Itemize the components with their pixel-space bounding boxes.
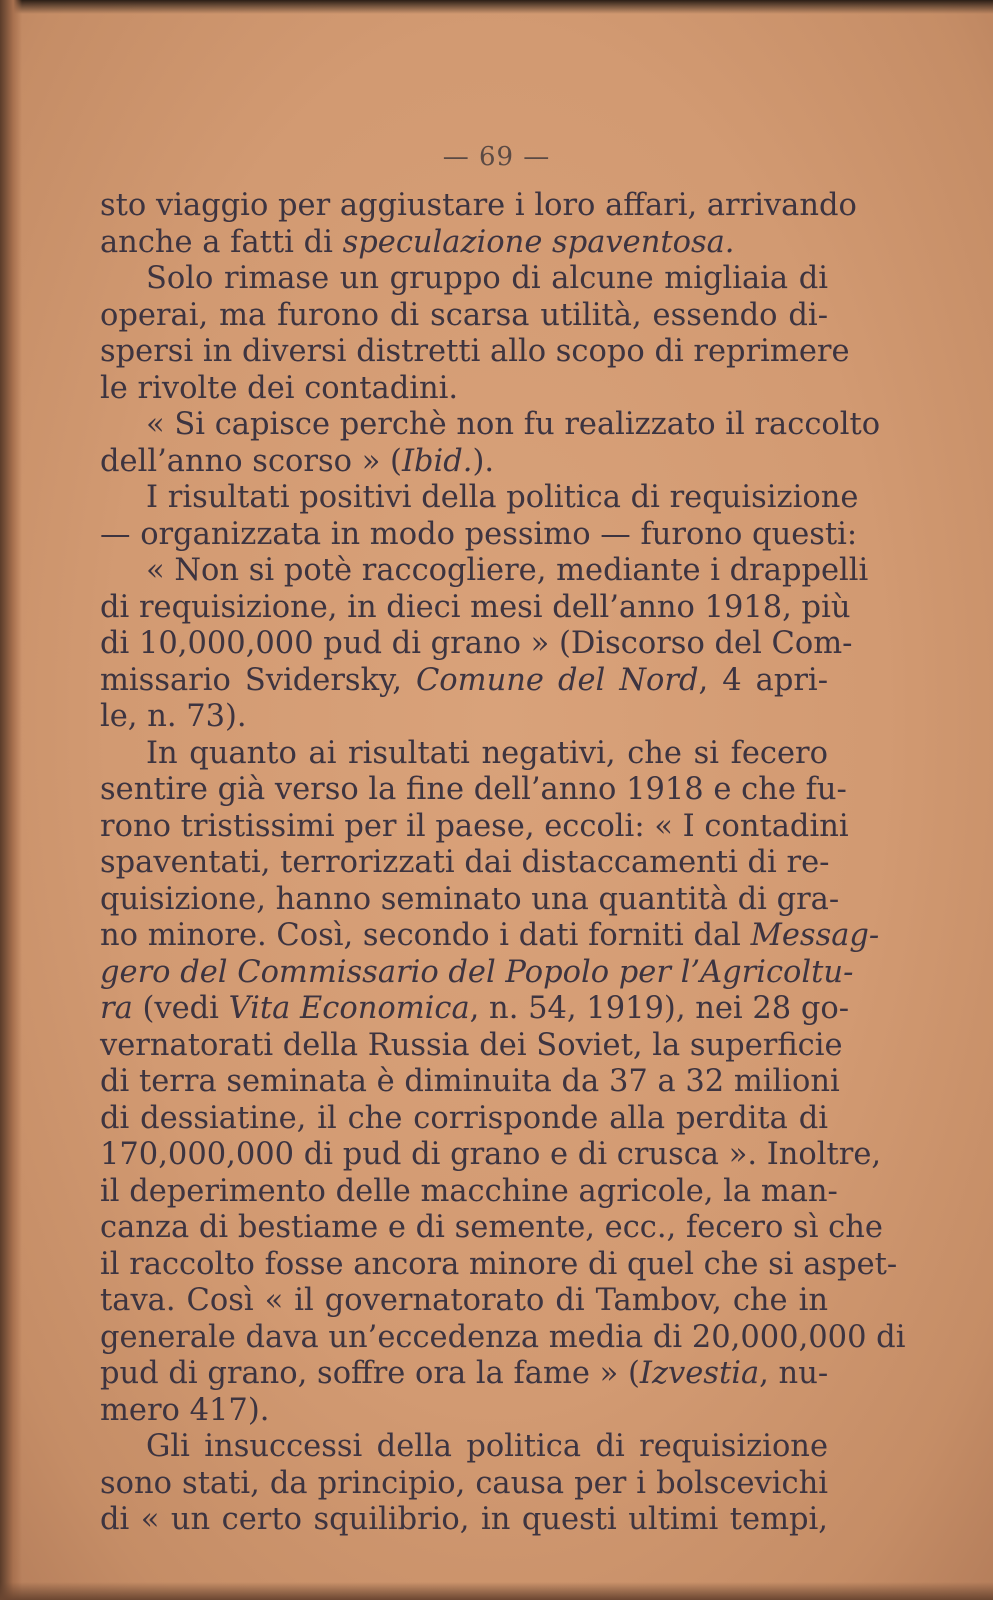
body-text bbox=[100, 188, 906, 1539]
text-line bbox=[100, 371, 828, 408]
text-line bbox=[100, 808, 849, 846]
text-line bbox=[100, 991, 850, 1028]
italic-text: Vita Economica bbox=[228, 991, 470, 1026]
text-segment: pud di grano, soffre ora la fame » ( bbox=[100, 1356, 640, 1391]
text-line bbox=[100, 516, 858, 554]
text-line bbox=[100, 407, 881, 444]
text-segment: (vedi bbox=[132, 991, 229, 1026]
text-segment: quisizione, hanno seminato una quantità di gra- bbox=[100, 881, 840, 917]
text-segment: le rivolte dei contadini. bbox=[100, 370, 459, 406]
text-segment: il deperimento delle macchine agricole, la man- bbox=[100, 1173, 838, 1209]
text-line bbox=[100, 772, 847, 809]
text-line bbox=[100, 881, 840, 919]
text-line bbox=[100, 918, 880, 955]
text-line bbox=[100, 1502, 828, 1539]
text-segment: di terra seminata è diminuita da 37 a 32 milioni bbox=[100, 1064, 840, 1099]
text-line bbox=[100, 626, 853, 663]
text-segment: mero 417). bbox=[100, 1392, 270, 1428]
text-segment: canza di bestiame e di semente, ecc., fecero sì che bbox=[100, 1210, 883, 1245]
text-segment: missario Svidersky, bbox=[100, 662, 416, 698]
italic-text: Messag- bbox=[750, 918, 880, 953]
text-line bbox=[100, 334, 850, 371]
italic-text: speculazione spaventosa. bbox=[342, 224, 735, 260]
text-segment: spersi in diversi distretti allo scopo di reprimere bbox=[100, 334, 850, 369]
italic-text: ra bbox=[100, 991, 133, 1026]
text-line bbox=[100, 1283, 828, 1320]
text-segment: I risultati positivi della politica di requisizione bbox=[146, 480, 859, 515]
text-line bbox=[100, 1137, 882, 1174]
text-line bbox=[100, 589, 851, 627]
text-segment: , nu- bbox=[759, 1356, 829, 1391]
text-segment: spaventati, terrorizzati dai distaccamenti di re- bbox=[100, 845, 830, 880]
text-segment: « Si capisce perchè non fu realizzato il raccolto bbox=[146, 407, 881, 442]
text-segment: sto viaggio per aggiustare i loro affari, arrivando bbox=[100, 188, 857, 223]
text-segment: — organizzata in modo pessimo — furono questi: bbox=[100, 516, 858, 552]
text-line bbox=[100, 225, 828, 262]
text-segment: , 4 apri- bbox=[698, 662, 828, 698]
text-segment: rono tristissimi per il paese, eccoli: « I contadini bbox=[100, 808, 849, 844]
text-line bbox=[100, 188, 857, 225]
text-line bbox=[100, 1064, 840, 1101]
text-line bbox=[100, 1027, 843, 1065]
text-line bbox=[100, 1101, 828, 1138]
text-segment: ). bbox=[472, 443, 495, 479]
text-segment: di dessiatine, il che corrisponde alla perdita di bbox=[100, 1100, 828, 1136]
text-line bbox=[100, 954, 854, 992]
text-line bbox=[100, 298, 828, 335]
text-line bbox=[100, 1356, 828, 1393]
text-segment: dell’anno scorso » ( bbox=[100, 443, 402, 479]
text-segment: operai, ma furono di scarsa utilità, essendo di- bbox=[100, 297, 828, 333]
text-line bbox=[100, 1173, 838, 1211]
italic-text: Izvestia bbox=[639, 1356, 760, 1391]
text-segment: di requisizione, in dieci mesi dell’anno 1918, più bbox=[100, 589, 851, 625]
italic-text: Comune del Nord bbox=[415, 662, 699, 698]
page-binding-edge bbox=[0, 0, 22, 1600]
text-line bbox=[100, 1319, 906, 1357]
text-line bbox=[100, 699, 828, 736]
text-line bbox=[100, 736, 828, 773]
text-segment: In quanto ai risultati negativi, che si fecero bbox=[146, 735, 828, 771]
text-segment: le, n. 73). bbox=[100, 699, 247, 734]
text-segment: « Non si potè raccogliere, mediante i drappelli bbox=[146, 553, 869, 588]
text-segment: il raccolto fosse ancora minore di quel che si aspet- bbox=[100, 1246, 898, 1282]
text-segment: , n. 54, 1919), nei 28 go- bbox=[469, 991, 850, 1026]
text-line bbox=[100, 553, 869, 590]
text-segment: no minore. Così, secondo i dati forniti dal bbox=[100, 918, 751, 953]
text-line bbox=[100, 1466, 828, 1503]
text-segment: 170,000,000 di pud di grano e di crusca ». Inoltre, bbox=[100, 1137, 882, 1172]
text-segment: di « un certo squilibrio, in questi ultimi tempi, bbox=[100, 1502, 828, 1537]
text-segment: generale dava un’eccedenza media di 20,000,000 di bbox=[100, 1319, 906, 1355]
text-segment: anche a fatti di bbox=[100, 224, 343, 260]
text-segment: Gli insuccessi della politica di requisizione bbox=[146, 1429, 828, 1464]
text-line bbox=[100, 444, 828, 481]
text-line bbox=[100, 480, 859, 517]
text-line bbox=[100, 1429, 828, 1466]
text-line bbox=[100, 1210, 883, 1247]
text-line bbox=[100, 663, 828, 700]
page-top-edge bbox=[0, 0, 993, 14]
text-segment: di 10,000,000 pud di grano » (Discorso del Com- bbox=[100, 626, 853, 661]
text-line bbox=[100, 261, 828, 298]
text-segment: vernatorati della Russia dei Soviet, la superficie bbox=[100, 1027, 843, 1063]
text-segment: sono stati, da principio, causa per i bolscevichi bbox=[100, 1465, 828, 1501]
page-number: — 69 — bbox=[442, 142, 551, 172]
italic-text: Ibid. bbox=[401, 443, 473, 479]
text-line bbox=[100, 1393, 828, 1430]
text-line bbox=[100, 845, 828, 882]
text-line bbox=[100, 1246, 898, 1284]
text-segment: Solo rimase un gruppo di alcune migliaia di bbox=[146, 261, 828, 296]
italic-text: gero del Commissario del Popolo per l’Agricoltu- bbox=[100, 954, 854, 990]
text-segment: sentire già verso la fine dell’anno 1918 e che fu- bbox=[100, 772, 847, 807]
page-bottom-edge bbox=[0, 1582, 993, 1600]
text-segment: tava. Così « il governatorato di Tambov, che in bbox=[100, 1283, 828, 1318]
